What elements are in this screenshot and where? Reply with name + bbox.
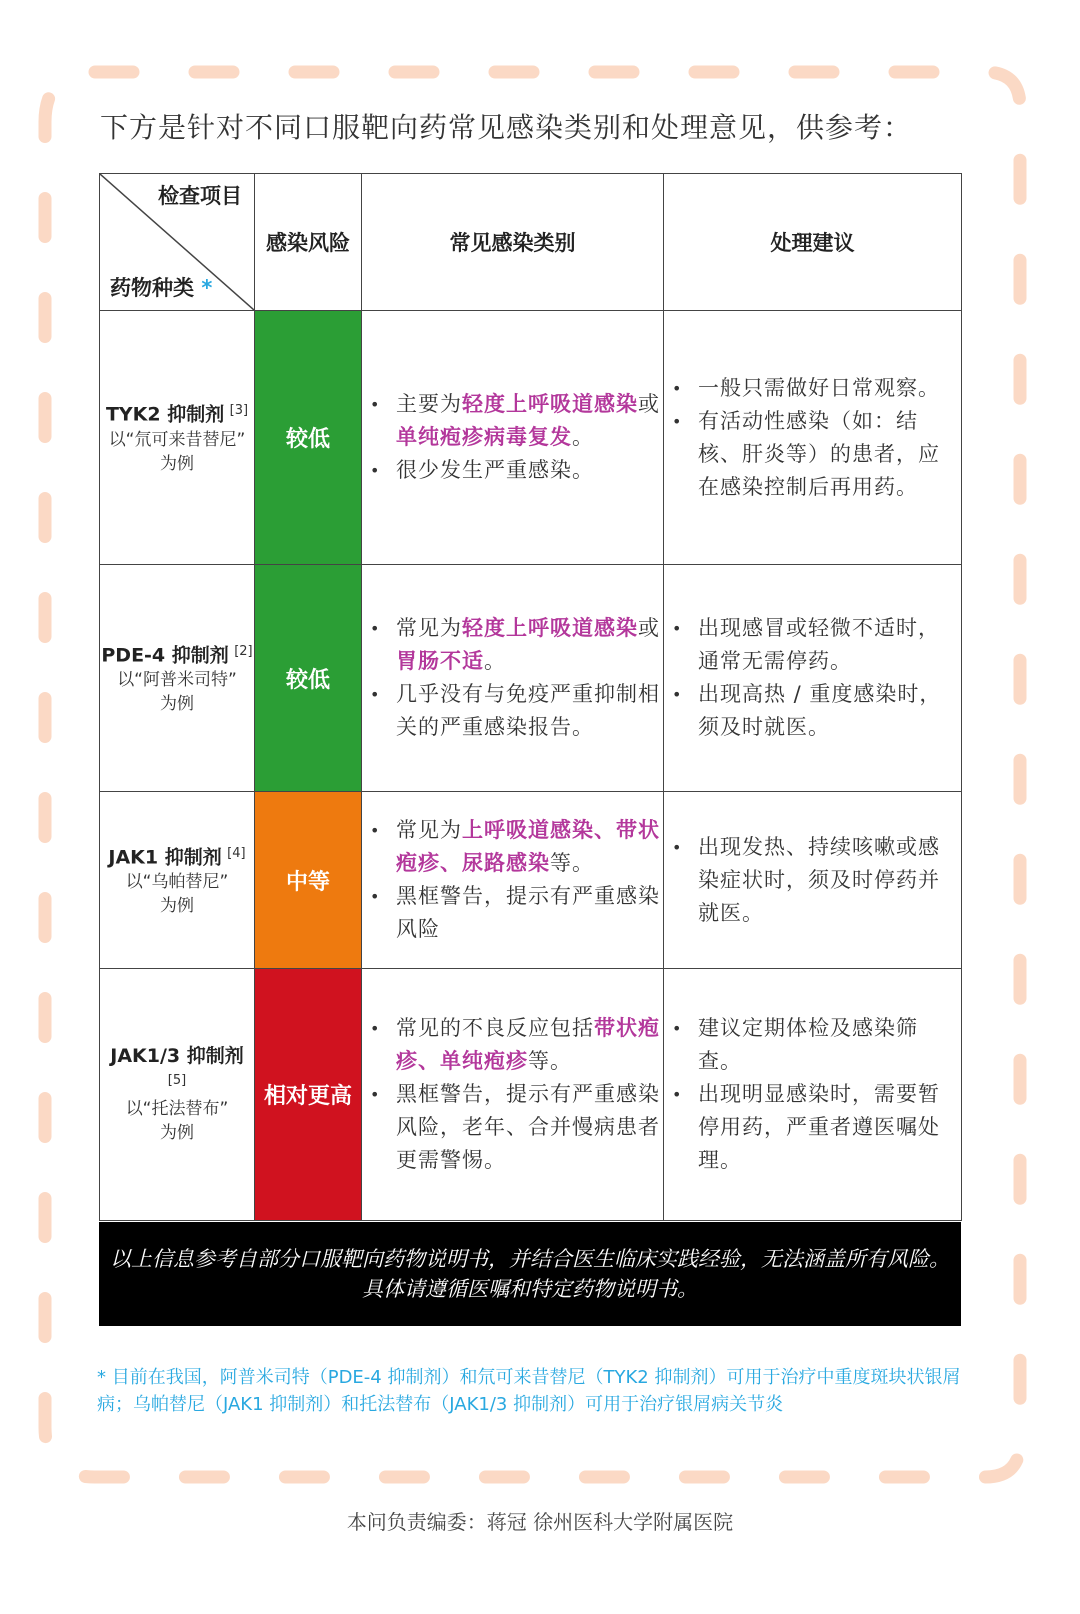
- infection-cell: [362, 565, 664, 792]
- infection-list: [362, 612, 663, 744]
- disclaimer-line-2: 具体请遵循医嘱和特定药物说明书。: [362, 1277, 698, 1301]
- drug-class-text: 药物种类: [110, 276, 194, 300]
- bullet-item: [396, 1078, 663, 1177]
- advice-list: [664, 612, 961, 744]
- drug-ref: [5]: [167, 1072, 187, 1088]
- highlighted-text: 上呼吸道感染、带状疱疹、尿路感染: [396, 818, 660, 875]
- bullet-text: 常见为: [396, 616, 462, 640]
- bullet-item: [396, 612, 663, 678]
- highlighted-text: 带状疱疹、单纯疱疹: [396, 1016, 660, 1073]
- highlighted-text: 轻度上呼吸道感染: [462, 616, 638, 640]
- risk-header: 感染风险: [255, 174, 362, 311]
- footnote: * 目前在我国，阿普米司特（PDE-4 抑制剂）和氘可来昔替尼（TYK2 抑制剂）可用于治疗中重度斑块状银屑病；乌帕替尼（JAK1 抑制剂）和托法替布（JAK1/3 抑制剂）可用于治疗银屑病关节炎: [97, 1367, 961, 1415]
- infection-list: [362, 388, 663, 487]
- drug-example-suffix: 为例: [160, 694, 194, 715]
- bullet-item: • 一般只需做好日常观察。: [698, 372, 961, 405]
- advice-cell: [664, 792, 962, 969]
- bullet-text: 主要为: [396, 392, 462, 416]
- infection-table: [99, 173, 962, 1221]
- bullet-text: 很少发生严重感染。: [396, 458, 594, 482]
- drug-example: 以“阿普米司特”: [117, 670, 237, 691]
- drug-name: JAK1/3 抑制剂: [110, 1044, 244, 1067]
- table-row: [100, 311, 962, 565]
- editor-credit: 本问负责编委：蒋冠 徐州医科大学附属医院: [346, 1510, 734, 1534]
- infection-cell: [362, 969, 664, 1221]
- table-row: [100, 792, 962, 969]
- advice-list: [664, 831, 961, 930]
- risk-level-cell: 较低: [255, 565, 362, 792]
- bullet-item: [396, 454, 663, 487]
- bullet-item: • 出现感冒或轻微不适时，通常无需停药。: [698, 612, 961, 678]
- advice-list: [664, 1012, 961, 1177]
- drug-example: 以“乌帕替尼”: [125, 872, 229, 893]
- bullet-text: 或: [638, 616, 660, 640]
- drug-cell: [100, 792, 255, 969]
- bullet-text: 常见的不良反应包括: [396, 1016, 594, 1040]
- table-header-row: [100, 174, 962, 311]
- highlighted-text: 轻度上呼吸道感染: [462, 392, 638, 416]
- advice-cell: [664, 311, 962, 565]
- drug-name: TYK2 抑制剂: [105, 403, 225, 426]
- infection-cell: [362, 311, 664, 565]
- drug-name: PDE-4 抑制剂: [101, 644, 229, 667]
- bullet-item: [396, 388, 663, 454]
- bullet-text: 几乎没有与免疫严重抑制相关的严重感染报告。: [396, 682, 660, 739]
- table-row: [100, 969, 962, 1221]
- infection-cell: [362, 792, 664, 969]
- drug-example-suffix: 为例: [160, 1123, 194, 1144]
- drug-cell: [100, 311, 255, 565]
- bullet-text: 等。: [550, 851, 594, 875]
- table-row: [100, 565, 962, 792]
- bullet-item: • 出现明显感染时，需要暂停用药，严重者遵医嘱处理。: [698, 1078, 961, 1177]
- bullet-item: • 建议定期体检及感染筛查。: [698, 1012, 961, 1078]
- diagonal-header-cell: [100, 174, 255, 311]
- risk-level-cell: 相对更高: [255, 969, 362, 1221]
- bullet-text: 等。: [528, 1049, 572, 1073]
- drug-name: JAK1 抑制剂: [108, 846, 222, 869]
- bullet-text: 。: [572, 425, 594, 449]
- bullet-text: 常见为: [396, 818, 462, 842]
- bullet-item: [396, 1012, 663, 1078]
- bullet-text: 或: [638, 392, 660, 416]
- bullet-item: [396, 880, 663, 946]
- bullet-item: [396, 678, 663, 744]
- bullet-item: • 有活动性感染（如：结核、肝炎等）的患者，应在感染控制后再用药。: [698, 405, 961, 504]
- drug-example-suffix: 为例: [160, 896, 194, 917]
- check-item-label: 检查项目: [158, 184, 242, 208]
- drug-ref: [4]: [227, 845, 246, 861]
- advice-list: [664, 372, 961, 504]
- bullet-item: • 出现发热、持续咳嗽或感染症状时，须及时停药并就医。: [698, 831, 961, 930]
- highlighted-text: 单纯疱疹病毒复发: [396, 425, 572, 449]
- advice-cell: [664, 565, 962, 792]
- drug-cell: [100, 969, 255, 1221]
- highlighted-text: 胃肠不适: [396, 649, 484, 673]
- drug-example-suffix: 为例: [160, 453, 194, 474]
- drug-ref: [2]: [234, 643, 253, 659]
- drug-example: 以“托法替布”: [125, 1099, 229, 1120]
- bullet-text: 黑框警告，提示有严重感染风险，老年、合并慢病患者更需警惕。: [396, 1082, 660, 1172]
- bullet-item: [396, 814, 663, 880]
- disclaimer-line-1: 以上信息参考自部分口服靶向药物说明书，并结合医生临床实践经验，无法涵盖所有风险。: [110, 1247, 950, 1271]
- intro-text: 下方是针对不同口服靶向药常见感染类别和处理意见，供参考：: [100, 111, 913, 144]
- risk-level-cell: 较低: [255, 311, 362, 565]
- advice-header: 处理建议: [664, 174, 962, 311]
- risk-level-cell: 中等: [255, 792, 362, 969]
- drug-cell: [100, 565, 255, 792]
- infection-header: 常见感染类别: [362, 174, 664, 311]
- infection-list: [362, 814, 663, 946]
- bullet-text: 。: [484, 649, 506, 673]
- disclaimer-banner: [99, 1222, 961, 1326]
- bullet-text: 黑框警告，提示有严重感染风险: [396, 884, 660, 941]
- footnote-star: *: [201, 276, 213, 300]
- drug-example: 以“氘可来昔替尼”: [108, 429, 246, 450]
- drug-class-label: [110, 272, 212, 302]
- drug-ref: [3]: [229, 403, 249, 419]
- infection-list: [362, 1012, 663, 1177]
- bullet-item: • 出现高热 / 重度感染时，须及时就医。: [698, 678, 961, 744]
- advice-cell: [664, 969, 962, 1221]
